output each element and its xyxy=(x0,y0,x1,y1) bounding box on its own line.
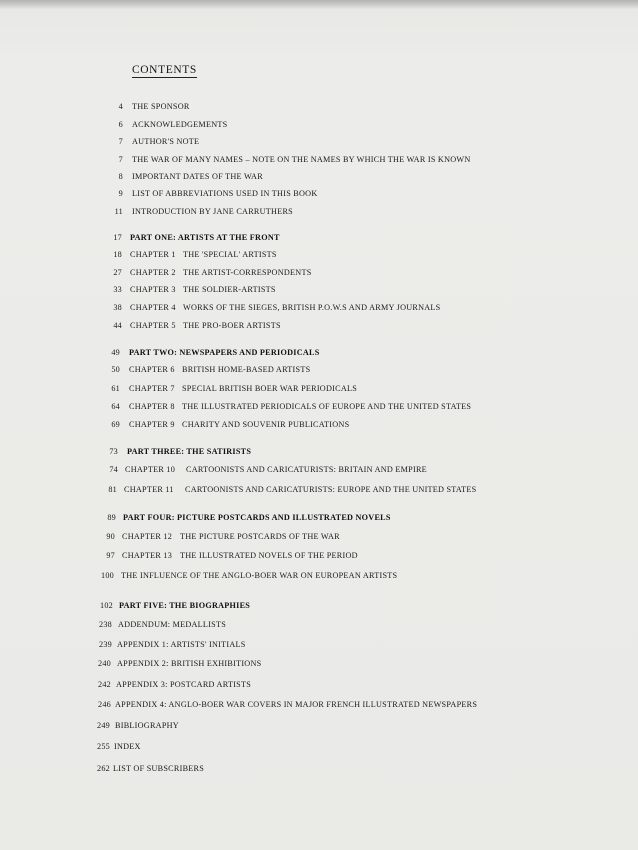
toc-entry-title: APPENDIX 2: BRITISH EXHIBITIONS xyxy=(117,659,262,668)
toc-entry xyxy=(0,321,638,332)
toc-page-number: 246 xyxy=(97,700,111,709)
toc-entry xyxy=(0,250,638,261)
toc-entry xyxy=(0,485,638,496)
toc-entry-title: THE ILLUSTRATED PERIODICALS OF EUROPE AND THE UNITED STATES xyxy=(182,402,472,411)
toc-part-heading xyxy=(0,233,638,244)
toc-entry-title: APPENDIX 3: POSTCARD ARTISTS xyxy=(116,680,252,689)
toc-part-title: PART FIVE: THE BIOGRAPHIES xyxy=(119,601,251,610)
toc-page-number: 73 xyxy=(109,447,118,456)
toc-entry xyxy=(0,102,638,113)
toc-page-number: 97 xyxy=(106,551,115,560)
toc-entry-title: APPENDIX 1: ARTISTS' INITIALS xyxy=(117,640,246,649)
toc-chapter-label: CHAPTER 2 xyxy=(130,268,176,277)
toc-entry xyxy=(0,268,638,279)
toc-entry-title: THE PRO-BOER ARTISTS xyxy=(183,321,281,330)
toc-chapter-label: CHAPTER 5 xyxy=(130,321,176,330)
toc-entry xyxy=(0,172,638,183)
toc-page-number: 8 xyxy=(118,172,123,181)
toc-entry-title: THE SOLDIER-ARTISTS xyxy=(183,285,276,294)
toc-page-number: 89 xyxy=(107,513,116,522)
toc-chapter-label: CHAPTER 4 xyxy=(130,303,176,312)
toc-entry xyxy=(0,640,638,651)
toc-entry-title: AUTHOR'S NOTE xyxy=(132,137,200,146)
toc-page-number: 17 xyxy=(113,233,122,242)
toc-entry-title: INDEX xyxy=(114,742,141,751)
toc-entry xyxy=(0,680,638,691)
toc-page-number: 49 xyxy=(111,348,120,357)
toc-chapter-label: CHAPTER 12 xyxy=(122,532,173,541)
page-top-shadow xyxy=(0,0,638,9)
toc-entry-title: INTRODUCTION BY JANE CARRUTHERS xyxy=(132,207,293,216)
toc-entry xyxy=(0,721,638,732)
toc-entry xyxy=(0,155,638,166)
toc-part-title: PART ONE: ARTISTS AT THE FRONT xyxy=(130,233,280,242)
toc-entry xyxy=(0,532,638,543)
toc-chapter-label: CHAPTER 7 xyxy=(129,384,175,393)
toc-page-number: 38 xyxy=(113,303,122,312)
toc-entry-title: ADDENDUM: MEDALLISTS xyxy=(118,620,227,629)
toc-entry-title: LIST OF ABBREVIATIONS USED IN THIS BOOK xyxy=(132,189,318,198)
toc-entry-title: LIST OF SUBSCRIBERS xyxy=(113,764,205,773)
toc-chapter-label: CHAPTER 10 xyxy=(125,465,176,474)
toc-chapter-label: CHAPTER 8 xyxy=(129,402,175,411)
toc-entry xyxy=(0,551,638,562)
toc-entry-title: THE PICTURE POSTCARDS OF THE WAR xyxy=(180,532,340,541)
toc-entry-title: CHARITY AND SOUVENIR PUBLICATIONS xyxy=(182,420,350,429)
toc-entry-title: IMPORTANT DATES OF THE WAR xyxy=(132,172,263,181)
toc-chapter-label: CHAPTER 9 xyxy=(129,420,175,429)
toc-page-number: 242 xyxy=(97,680,111,689)
toc-page-number: 33 xyxy=(113,285,122,294)
toc-entry xyxy=(0,384,638,395)
toc-part-title: PART FOUR: PICTURE POSTCARDS AND ILLUSTRATED NOVELS xyxy=(123,513,391,522)
toc-entry-title: APPENDIX 4: ANGLO-BOER WAR COVERS IN MAJOR FRENCH ILLUSTRATED NEWSPAPERS xyxy=(115,700,478,709)
toc-entry xyxy=(0,659,638,670)
toc-page-number: 27 xyxy=(113,268,122,277)
toc-entry xyxy=(0,420,638,431)
toc-entry-title: THE INFLUENCE OF THE ANGLO-BOER WAR ON EUROPEAN ARTISTS xyxy=(121,571,398,580)
toc-entry-title: THE ARTIST-CORRESPONDENTS xyxy=(183,268,312,277)
toc-page-number: 90 xyxy=(106,532,115,541)
toc-page-number: 249 xyxy=(96,721,110,730)
toc-page-number: 74 xyxy=(109,465,118,474)
toc-entry xyxy=(0,189,638,200)
toc-entry-title: THE WAR OF MANY NAMES – NOTE ON THE NAMES BY WHICH THE WAR IS KNOWN xyxy=(132,155,471,164)
toc-entry-title: THE ILLUSTRATED NOVELS OF THE PERIOD xyxy=(180,551,358,560)
toc-page-number: 18 xyxy=(113,250,122,259)
toc-entry xyxy=(0,207,638,218)
toc-page-number: 262 xyxy=(96,764,110,773)
toc-entry xyxy=(0,571,638,582)
toc-page-number: 240 xyxy=(97,659,111,668)
contents-title: CONTENTS xyxy=(132,64,197,76)
toc-entry-title: THE 'SPECIAL' ARTISTS xyxy=(183,250,277,259)
toc-page-number: 238 xyxy=(98,620,112,629)
toc-page-number: 255 xyxy=(96,742,110,751)
toc-entry-title: SPECIAL BRITISH BOER WAR PERIODICALS xyxy=(182,384,358,393)
toc-part-heading xyxy=(0,447,638,458)
toc-entry xyxy=(0,620,638,631)
toc-page-number: 64 xyxy=(111,402,120,411)
toc-chapter-label: CHAPTER 3 xyxy=(130,285,176,294)
toc-part-heading xyxy=(0,601,638,612)
toc-page-number: 69 xyxy=(111,420,120,429)
toc-part-heading xyxy=(0,513,638,524)
toc-chapter-label: CHAPTER 6 xyxy=(129,365,175,374)
toc-entry xyxy=(0,764,638,775)
toc-page-number: 6 xyxy=(118,120,123,129)
toc-page-number: 239 xyxy=(98,640,112,649)
toc-entry xyxy=(0,365,638,376)
toc-page-number: 9 xyxy=(118,189,123,198)
toc-page-number: 61 xyxy=(111,384,120,393)
toc-chapter-label: CHAPTER 13 xyxy=(122,551,173,560)
toc-entry-title: THE SPONSOR xyxy=(132,102,190,111)
toc-chapter-label: CHAPTER 1 xyxy=(130,250,176,259)
toc-page-number: 11 xyxy=(114,207,123,216)
toc-entry-title: WORKS OF THE SIEGES, BRITISH P.O.W.S AND ARMY JOURNALS xyxy=(183,303,441,312)
toc-entry-title: ACKNOWLEDGEMENTS xyxy=(132,120,228,129)
toc-page-number: 102 xyxy=(99,601,113,610)
toc-entry xyxy=(0,465,638,476)
toc-entry-title: CARTOONISTS AND CARICATURISTS: BRITAIN AND EMPIRE xyxy=(186,465,427,474)
toc-page-number: 44 xyxy=(113,321,122,330)
toc-page-number: 7 xyxy=(118,137,123,146)
toc-part-title: PART TWO: NEWSPAPERS AND PERIODICALS xyxy=(129,348,320,357)
toc-entry xyxy=(0,137,638,148)
toc-page-number: 4 xyxy=(118,102,123,111)
toc-entry xyxy=(0,285,638,296)
toc-chapter-label: CHAPTER 11 xyxy=(124,485,174,494)
toc-entry-title: BRITISH HOME-BASED ARTISTS xyxy=(182,365,311,374)
toc-entry xyxy=(0,402,638,413)
toc-entry-title: CARTOONISTS AND CARICATURISTS: EUROPE AND THE UNITED STATES xyxy=(185,485,477,494)
toc-page-number: 81 xyxy=(108,485,117,494)
toc-page-number: 50 xyxy=(111,365,120,374)
toc-page-number: 100 xyxy=(100,571,114,580)
toc-entry xyxy=(0,742,638,753)
toc-part-title: PART THREE: THE SATIRISTS xyxy=(127,447,252,456)
toc-page-number: 7 xyxy=(118,155,123,164)
toc-part-heading xyxy=(0,348,638,359)
toc-entry xyxy=(0,700,638,711)
toc-entry xyxy=(0,120,638,131)
toc-entry xyxy=(0,303,638,314)
toc-entry-title: BIBLIOGRAPHY xyxy=(115,721,179,730)
